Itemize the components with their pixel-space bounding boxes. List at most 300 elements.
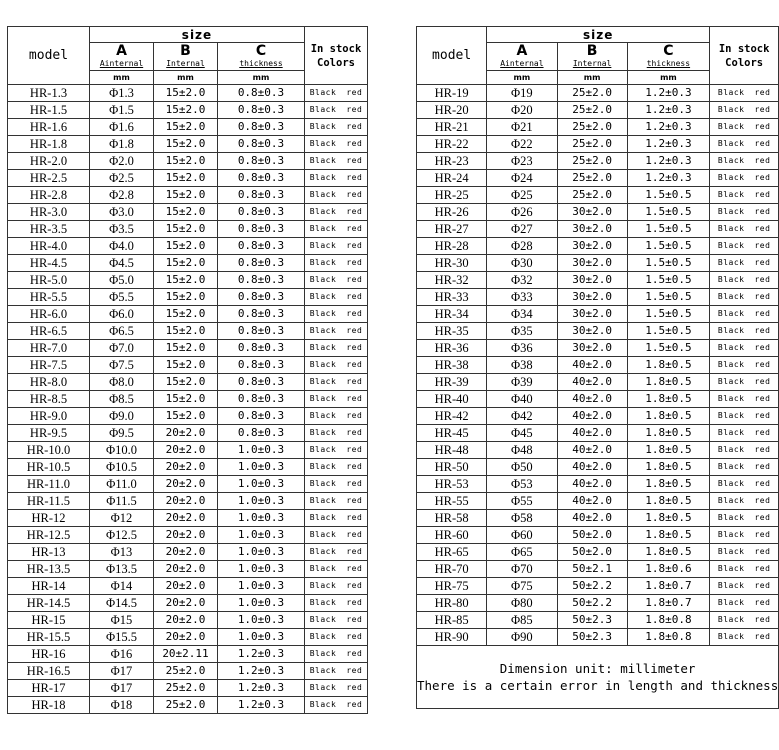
model-cell: HR-60 (417, 527, 487, 544)
color-red-text: red (754, 496, 771, 505)
table-row (417, 595, 779, 612)
model-cell: HR-39 (417, 374, 487, 391)
right-table-body (417, 85, 779, 709)
inner-diameter-cell: Φ14 (90, 578, 154, 595)
internal-length-cell: 25±2.0 (154, 697, 218, 714)
color-red-text: red (346, 105, 363, 114)
colors-cell (710, 187, 779, 204)
table-row (8, 697, 368, 714)
model-cell: HR-22 (417, 136, 487, 153)
inner-diameter-cell: Φ11.0 (90, 476, 154, 493)
inner-diameter-cell: Φ40 (487, 391, 557, 408)
inner-diameter-cell: Φ8.0 (90, 374, 154, 391)
table-row (8, 493, 368, 510)
model-cell: HR-25 (417, 187, 487, 204)
table-row (417, 510, 779, 527)
colors-cell (710, 136, 779, 153)
thickness-cell: 1.8±0.5 (627, 476, 709, 493)
colors-cell (305, 595, 368, 612)
inner-diameter-cell: Φ24 (487, 170, 557, 187)
internal-length-cell: 20±2.0 (154, 629, 218, 646)
color-black-text: Black (717, 581, 745, 590)
inner-diameter-cell: Φ45 (487, 425, 557, 442)
dimension-unit-note: Dimension unit: millimeter (499, 661, 696, 676)
color-red-text: red (346, 700, 363, 709)
table-row (8, 527, 368, 544)
color-black-text: Black (309, 547, 337, 556)
color-black-text: Black (309, 360, 337, 369)
inner-diameter-cell: Φ6.0 (90, 306, 154, 323)
note-row (417, 646, 779, 709)
table-row (8, 663, 368, 680)
model-cell: HR-14.5 (8, 595, 90, 612)
thickness-cell: 0.8±0.3 (218, 391, 305, 408)
color-black-text: Black (309, 683, 337, 692)
thickness-cell: 1.2±0.3 (218, 680, 305, 697)
colors-cell (710, 289, 779, 306)
color-red-text: red (346, 649, 363, 658)
table-row (8, 595, 368, 612)
color-red-text: red (346, 326, 363, 335)
colors-cell (305, 561, 368, 578)
table-row (417, 119, 779, 136)
color-red-text: red (346, 292, 363, 301)
color-red-text: red (346, 530, 363, 539)
colors-cell (305, 374, 368, 391)
col-c-letter-right: C (663, 43, 674, 59)
thickness-cell: 1.5±0.5 (627, 323, 709, 340)
inner-diameter-cell: Φ1.8 (90, 136, 154, 153)
col-b-sub: Internal (166, 59, 205, 68)
color-red-text: red (754, 343, 771, 352)
table-row (417, 340, 779, 357)
inner-diameter-cell: Φ10.5 (90, 459, 154, 476)
table-row (8, 629, 368, 646)
internal-length-cell: 40±2.0 (557, 408, 627, 425)
internal-length-cell: 50±2.3 (557, 629, 627, 646)
model-cell: HR-55 (417, 493, 487, 510)
thickness-cell: 1.8±0.8 (627, 612, 709, 629)
internal-length-cell: 30±2.0 (557, 340, 627, 357)
inner-diameter-cell: Φ15.5 (90, 629, 154, 646)
thickness-cell: 0.8±0.3 (218, 255, 305, 272)
model-cell: HR-2.8 (8, 187, 90, 204)
color-black-text: Black (717, 88, 745, 97)
inner-diameter-cell: Φ9.5 (90, 425, 154, 442)
colors-cell (710, 119, 779, 136)
internal-length-cell: 20±2.0 (154, 612, 218, 629)
inner-diameter-cell: Φ5.0 (90, 272, 154, 289)
color-black-text: Black (309, 649, 337, 658)
internal-length-cell: 20±2.0 (154, 561, 218, 578)
inner-diameter-cell: Φ12 (90, 510, 154, 527)
color-black-text: Black (717, 241, 745, 250)
internal-length-cell: 20±2.0 (154, 476, 218, 493)
inner-diameter-cell: Φ5.5 (90, 289, 154, 306)
inner-diameter-cell: Φ80 (487, 595, 557, 612)
thickness-cell: 0.8±0.3 (218, 306, 305, 323)
thickness-cell: 1.2±0.3 (218, 663, 305, 680)
color-black-text: Black (717, 105, 745, 114)
thickness-cell: 0.8±0.3 (218, 136, 305, 153)
color-black-text: Black (309, 258, 337, 267)
colors-cell (305, 187, 368, 204)
color-red-text: red (754, 377, 771, 386)
color-black-text: Black (309, 156, 337, 165)
model-cell: HR-6.0 (8, 306, 90, 323)
color-red-text: red (754, 428, 771, 437)
inner-diameter-cell: Φ12.5 (90, 527, 154, 544)
internal-length-cell: 30±2.0 (557, 238, 627, 255)
table-row (417, 255, 779, 272)
color-red-text: red (346, 615, 363, 624)
color-red-text: red (754, 445, 771, 454)
color-red-text: red (346, 598, 363, 607)
color-black-text: Black (309, 581, 337, 590)
model-cell: HR-16 (8, 646, 90, 663)
table-row (8, 425, 368, 442)
thickness-cell: 1.8±0.5 (627, 391, 709, 408)
color-red-text: red (754, 598, 771, 607)
table-row (417, 476, 779, 493)
thickness-cell: 0.8±0.3 (218, 272, 305, 289)
thickness-cell: 1.0±0.3 (218, 612, 305, 629)
color-black-text: Black (717, 275, 745, 284)
thickness-cell: 1.0±0.3 (218, 493, 305, 510)
size-header: size (90, 27, 305, 43)
table-row (417, 629, 779, 646)
internal-length-cell: 30±2.0 (557, 306, 627, 323)
model-cell: HR-8.5 (8, 391, 90, 408)
table-row (8, 442, 368, 459)
model-cell: HR-33 (417, 289, 487, 306)
model-cell: HR-27 (417, 221, 487, 238)
color-black-text: Black (717, 547, 745, 556)
internal-length-cell: 50±2.2 (557, 595, 627, 612)
colors-cell (710, 578, 779, 595)
thickness-cell: 1.5±0.5 (627, 238, 709, 255)
colors-cell (305, 153, 368, 170)
inner-diameter-cell: Φ38 (487, 357, 557, 374)
thickness-cell: 1.2±0.3 (627, 136, 709, 153)
table-row (8, 255, 368, 272)
color-red-text: red (346, 139, 363, 148)
thickness-cell: 1.0±0.3 (218, 595, 305, 612)
color-black-text: Black (309, 700, 337, 709)
model-cell: HR-13.5 (8, 561, 90, 578)
colors-cell (710, 357, 779, 374)
thickness-cell: 0.8±0.3 (218, 153, 305, 170)
color-red-text: red (754, 292, 771, 301)
color-red-text: red (754, 513, 771, 522)
inner-diameter-cell: Φ17 (90, 680, 154, 697)
table-row (417, 136, 779, 153)
model-cell: HR-8.0 (8, 374, 90, 391)
model-cell: HR-35 (417, 323, 487, 340)
col-b-unit: mm (154, 71, 218, 85)
inner-diameter-cell: Φ85 (487, 612, 557, 629)
inner-diameter-cell: Φ2.0 (90, 153, 154, 170)
dimension-note (417, 646, 779, 709)
internal-length-cell: 20±2.0 (154, 510, 218, 527)
inner-diameter-cell: Φ9.0 (90, 408, 154, 425)
colors-cell (710, 221, 779, 238)
internal-length-cell: 15±2.0 (154, 306, 218, 323)
table-row (8, 408, 368, 425)
col-a-unit-right: mm (487, 71, 557, 85)
thickness-cell: 1.8±0.5 (627, 510, 709, 527)
thickness-cell: 0.8±0.3 (218, 357, 305, 374)
thickness-cell: 1.8±0.7 (627, 595, 709, 612)
model-cell: HR-1.5 (8, 102, 90, 119)
internal-length-cell: 30±2.0 (557, 272, 627, 289)
model-cell: HR-15.5 (8, 629, 90, 646)
color-red-text: red (754, 530, 771, 539)
model-cell: HR-12 (8, 510, 90, 527)
inner-diameter-cell: Φ20 (487, 102, 557, 119)
inner-diameter-cell: Φ22 (487, 136, 557, 153)
colors-cell (305, 663, 368, 680)
colors-cell (305, 357, 368, 374)
model-cell: HR-13 (8, 544, 90, 561)
table-row (8, 357, 368, 374)
model-cell: HR-18 (8, 697, 90, 714)
thickness-cell: 1.5±0.5 (627, 272, 709, 289)
table-row (8, 323, 368, 340)
inner-diameter-cell: Φ3.0 (90, 204, 154, 221)
table-row (417, 527, 779, 544)
model-cell: HR-38 (417, 357, 487, 374)
col-a-letter: A (116, 43, 127, 59)
color-black-text: Black (717, 377, 745, 386)
thickness-cell: 1.0±0.3 (218, 527, 305, 544)
model-cell: HR-36 (417, 340, 487, 357)
inner-diameter-cell: Φ53 (487, 476, 557, 493)
color-black-text: Black (309, 530, 337, 539)
internal-length-cell: 25±2.0 (557, 136, 627, 153)
inner-diameter-cell: Φ6.5 (90, 323, 154, 340)
inner-diameter-cell: Φ4.5 (90, 255, 154, 272)
inner-diameter-cell: Φ55 (487, 493, 557, 510)
table-row (8, 187, 368, 204)
color-red-text: red (754, 207, 771, 216)
colors-cell (710, 425, 779, 442)
colors-cell (305, 408, 368, 425)
inner-diameter-cell: Φ3.5 (90, 221, 154, 238)
table-row (417, 323, 779, 340)
color-red-text: red (754, 411, 771, 420)
internal-length-cell: 40±2.0 (557, 374, 627, 391)
color-black-text: Black (717, 156, 745, 165)
col-c-unit: mm (218, 71, 305, 85)
color-red-text: red (754, 241, 771, 250)
col-b-letter-right: B (586, 43, 598, 59)
colors-cell (710, 459, 779, 476)
inner-diameter-cell: Φ26 (487, 204, 557, 221)
table-row (417, 612, 779, 629)
colors-cell (305, 544, 368, 561)
colors-cell (710, 595, 779, 612)
model-header: model (8, 27, 90, 85)
color-black-text: Black (717, 309, 745, 318)
table-row (417, 357, 779, 374)
colors-cell (710, 476, 779, 493)
color-red-text: red (346, 479, 363, 488)
thickness-cell: 1.0±0.3 (218, 544, 305, 561)
color-black-text: Black (309, 394, 337, 403)
colors-cell (710, 493, 779, 510)
color-red-text: red (754, 224, 771, 233)
internal-length-cell: 15±2.0 (154, 408, 218, 425)
col-c-header-right (627, 43, 709, 71)
colors-cell (305, 527, 368, 544)
inner-diameter-cell: Φ8.5 (90, 391, 154, 408)
internal-length-cell: 30±2.0 (557, 221, 627, 238)
right-spec-table (416, 26, 779, 709)
color-black-text: Black (717, 326, 745, 335)
model-cell: HR-42 (417, 408, 487, 425)
color-black-text: Black (717, 224, 745, 233)
color-red-text: red (346, 513, 363, 522)
color-black-text: Black (717, 207, 745, 216)
inner-diameter-cell: Φ60 (487, 527, 557, 544)
inner-diameter-cell: Φ13.5 (90, 561, 154, 578)
colors-cell (710, 527, 779, 544)
color-black-text: Black (309, 666, 337, 675)
model-cell: HR-10.0 (8, 442, 90, 459)
model-cell: HR-5.0 (8, 272, 90, 289)
color-black-text: Black (717, 632, 745, 641)
color-red-text: red (346, 394, 363, 403)
inner-diameter-cell: Φ34 (487, 306, 557, 323)
colors-cell (710, 510, 779, 527)
colors-cell (710, 374, 779, 391)
table-row (8, 340, 368, 357)
inner-diameter-cell: Φ23 (487, 153, 557, 170)
internal-length-cell: 25±2.0 (557, 119, 627, 136)
thickness-cell: 1.5±0.5 (627, 255, 709, 272)
model-cell: HR-4.0 (8, 238, 90, 255)
colors-cell (710, 340, 779, 357)
color-black-text: Black (717, 343, 745, 352)
table-row (417, 204, 779, 221)
color-black-text: Black (309, 241, 337, 250)
color-red-text: red (346, 581, 363, 590)
colors-cell (710, 629, 779, 646)
internal-length-cell: 50±2.0 (557, 544, 627, 561)
colors-cell (305, 459, 368, 476)
colors-cell (305, 340, 368, 357)
internal-length-cell: 15±2.0 (154, 391, 218, 408)
internal-length-cell: 25±2.0 (154, 663, 218, 680)
model-cell: HR-15 (8, 612, 90, 629)
thickness-cell: 1.0±0.3 (218, 459, 305, 476)
internal-length-cell: 25±2.0 (557, 187, 627, 204)
col-b-unit-right: mm (557, 71, 627, 85)
color-black-text: Black (717, 564, 745, 573)
inner-diameter-cell: Φ11.5 (90, 493, 154, 510)
table-row (8, 102, 368, 119)
col-a-sub-right: Ainternal (500, 59, 544, 68)
thickness-cell: 0.8±0.3 (218, 340, 305, 357)
table-row (417, 221, 779, 238)
colors-cell (305, 238, 368, 255)
table-row (417, 459, 779, 476)
inner-diameter-cell: Φ35 (487, 323, 557, 340)
color-black-text: Black (717, 479, 745, 488)
inner-diameter-cell: Φ27 (487, 221, 557, 238)
inner-diameter-cell: Φ36 (487, 340, 557, 357)
table-row (8, 510, 368, 527)
internal-length-cell: 15±2.0 (154, 187, 218, 204)
inner-diameter-cell: Φ7.0 (90, 340, 154, 357)
internal-length-cell: 15±2.0 (154, 221, 218, 238)
color-red-text: red (346, 377, 363, 386)
col-b-header-right (557, 43, 627, 71)
model-cell: HR-30 (417, 255, 487, 272)
color-black-text: Black (309, 122, 337, 131)
inner-diameter-cell: Φ1.3 (90, 85, 154, 102)
thickness-cell: 1.8±0.6 (627, 561, 709, 578)
col-b-sub-right: Internal (572, 59, 612, 68)
model-cell: HR-21 (417, 119, 487, 136)
colors-cell (710, 544, 779, 561)
color-black-text: Black (309, 428, 337, 437)
internal-length-cell: 15±2.0 (154, 272, 218, 289)
table-row (417, 493, 779, 510)
colors-cell (305, 629, 368, 646)
table-row (417, 238, 779, 255)
inner-diameter-cell: Φ50 (487, 459, 557, 476)
table-row (417, 442, 779, 459)
color-red-text: red (754, 105, 771, 114)
table-row (417, 408, 779, 425)
model-cell: HR-75 (417, 578, 487, 595)
table-row (8, 646, 368, 663)
col-c-sub: thickness (239, 59, 283, 68)
col-a-header-right (487, 43, 557, 71)
table-row (8, 204, 368, 221)
internal-length-cell: 20±2.0 (154, 459, 218, 476)
internal-length-cell: 15±2.0 (154, 102, 218, 119)
color-red-text: red (346, 360, 363, 369)
in-stock-colors-header: In stock Colors (305, 27, 368, 85)
internal-length-cell: 50±2.0 (557, 527, 627, 544)
color-black-text: Black (309, 309, 337, 318)
thickness-cell: 1.8±0.5 (627, 527, 709, 544)
internal-length-cell: 15±2.0 (154, 374, 218, 391)
table-row (8, 119, 368, 136)
colors-cell (710, 85, 779, 102)
inner-diameter-cell: Φ1.6 (90, 119, 154, 136)
color-red-text: red (346, 462, 363, 471)
table-row (417, 85, 779, 102)
thickness-cell: 1.2±0.3 (627, 153, 709, 170)
inner-diameter-cell: Φ7.5 (90, 357, 154, 374)
model-cell: HR-3.5 (8, 221, 90, 238)
table-row (417, 561, 779, 578)
color-black-text: Black (309, 615, 337, 624)
table-row (417, 170, 779, 187)
col-c-letter: C (255, 43, 267, 59)
internal-length-cell: 30±2.0 (557, 323, 627, 340)
color-black-text: Black (309, 632, 337, 641)
internal-length-cell: 25±2.0 (557, 102, 627, 119)
color-black-text: Black (309, 598, 337, 607)
color-black-text: Black (717, 292, 745, 301)
colors-cell (305, 425, 368, 442)
colors-cell (305, 221, 368, 238)
